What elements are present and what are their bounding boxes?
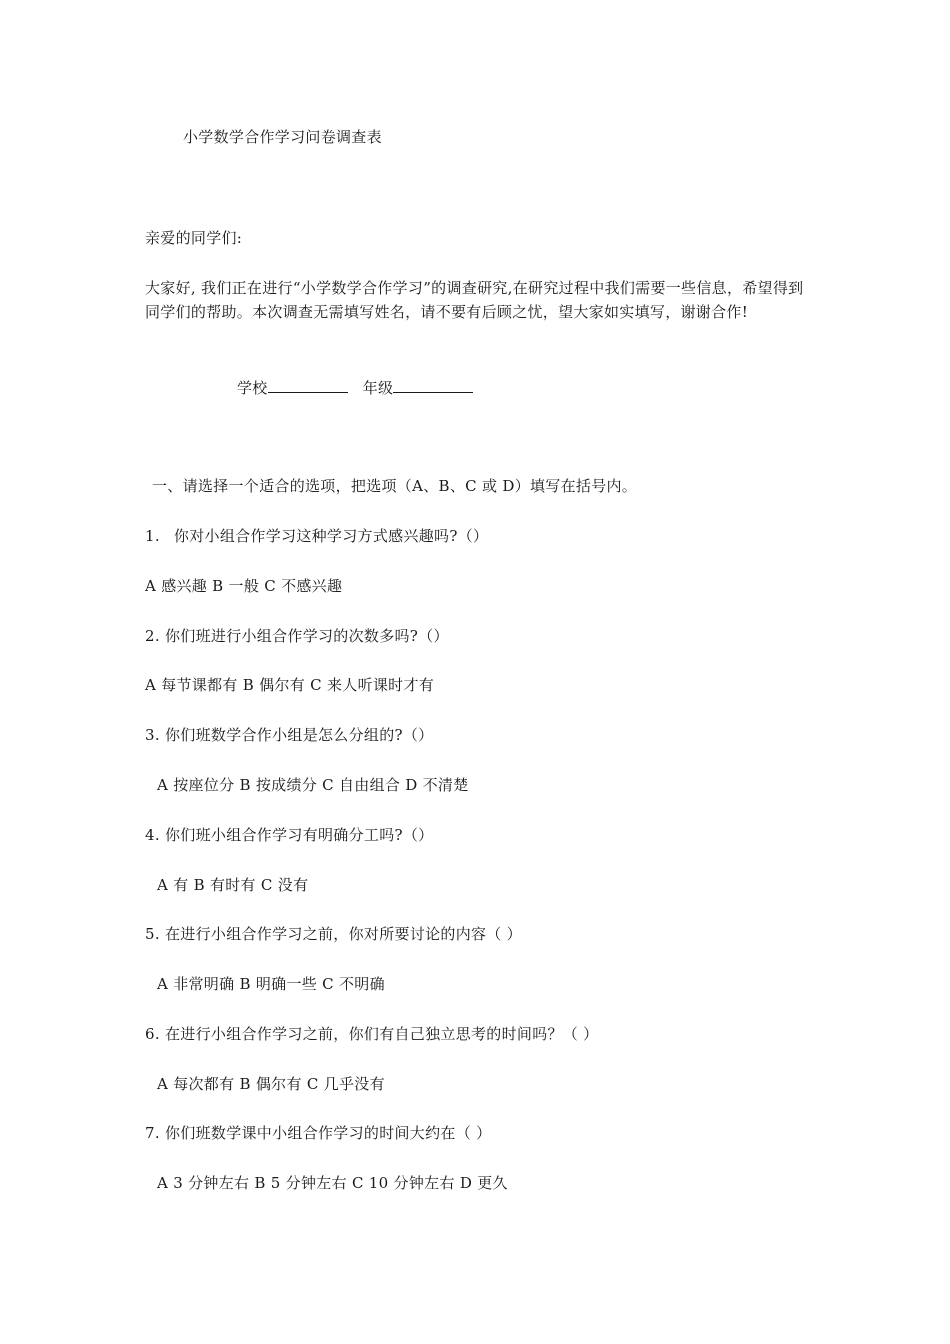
question-text: 在进行小组合作学习之前，你们有自己独立思考的时间吗？（ ） [165, 1025, 599, 1043]
question-1 [145, 526, 488, 546]
question-6 [145, 1024, 598, 1044]
question-4 [145, 825, 433, 845]
question-text: 你们班数学合作小组是怎么分组的?（） [165, 726, 434, 744]
question-3 [145, 725, 433, 745]
page-title: 小学数学合作学习问卷调查表 [183, 128, 382, 146]
question-number: 2. [145, 627, 160, 645]
section-heading: 一、请选择一个适合的选项，把选项（A、B、C 或 D）填写在括号内。 [152, 477, 638, 495]
question-number: 3. [145, 726, 160, 744]
question-number: 4. [145, 826, 160, 844]
question-text: 你们班进行小组合作学习的次数多吗?（） [165, 627, 449, 645]
question-1-options: A 感兴趣 B 一般 C 不感兴趣 [145, 577, 343, 595]
question-number: 6. [145, 1025, 160, 1043]
question-text: 你对小组合作学习这种学习方式感兴趣吗?（） [173, 527, 489, 545]
question-number: 1. [145, 527, 160, 545]
school-label: 学校 [237, 379, 268, 397]
intro-paragraph: 大家好, 我们正在进行“小学数学合作学习”的调查研究,在研究过程中我们需要一些信息，希望得到同学们的帮助。本次调查无需填写姓名，请不要有后顾之忧，望大家如实填写，谢谢合作! [145, 279, 804, 321]
grade-label: 年级 [362, 379, 394, 397]
question-number: 5. [145, 925, 160, 943]
question-2 [145, 626, 449, 646]
question-text: 在进行小组合作学习之前，你对所要讨论的内容（ ） [165, 925, 522, 943]
question-5 [145, 924, 522, 944]
school-grade-fields [237, 376, 483, 398]
school-blank [268, 376, 348, 393]
question-6-options: A 每次都有 B 偶尔有 C 几乎没有 [157, 1075, 385, 1093]
question-2-options: A 每节课都有 B 偶尔有 C 来人听课时才有 [145, 676, 435, 694]
question-number: 7. [145, 1124, 160, 1142]
question-text: 你们班数学课中小组合作学习的时间大约在（ ） [165, 1124, 492, 1142]
question-4-options: A 有 B 有时有 C 没有 [157, 876, 309, 894]
question-7-options: A 3 分钟左右 B 5 分钟左右 C 10 分钟左右 D 更久 [157, 1174, 508, 1192]
question-text: 你们班小组合作学习有明确分工吗?（） [165, 826, 434, 844]
question-7 [145, 1123, 491, 1143]
question-5-options: A 非常明确 B 明确一些 C 不明确 [157, 975, 385, 993]
greeting: 亲爱的同学们: [145, 229, 243, 247]
question-3-options: A 按座位分 B 按成绩分 C 自由组合 D 不清楚 [157, 776, 469, 794]
grade-blank [393, 376, 473, 393]
